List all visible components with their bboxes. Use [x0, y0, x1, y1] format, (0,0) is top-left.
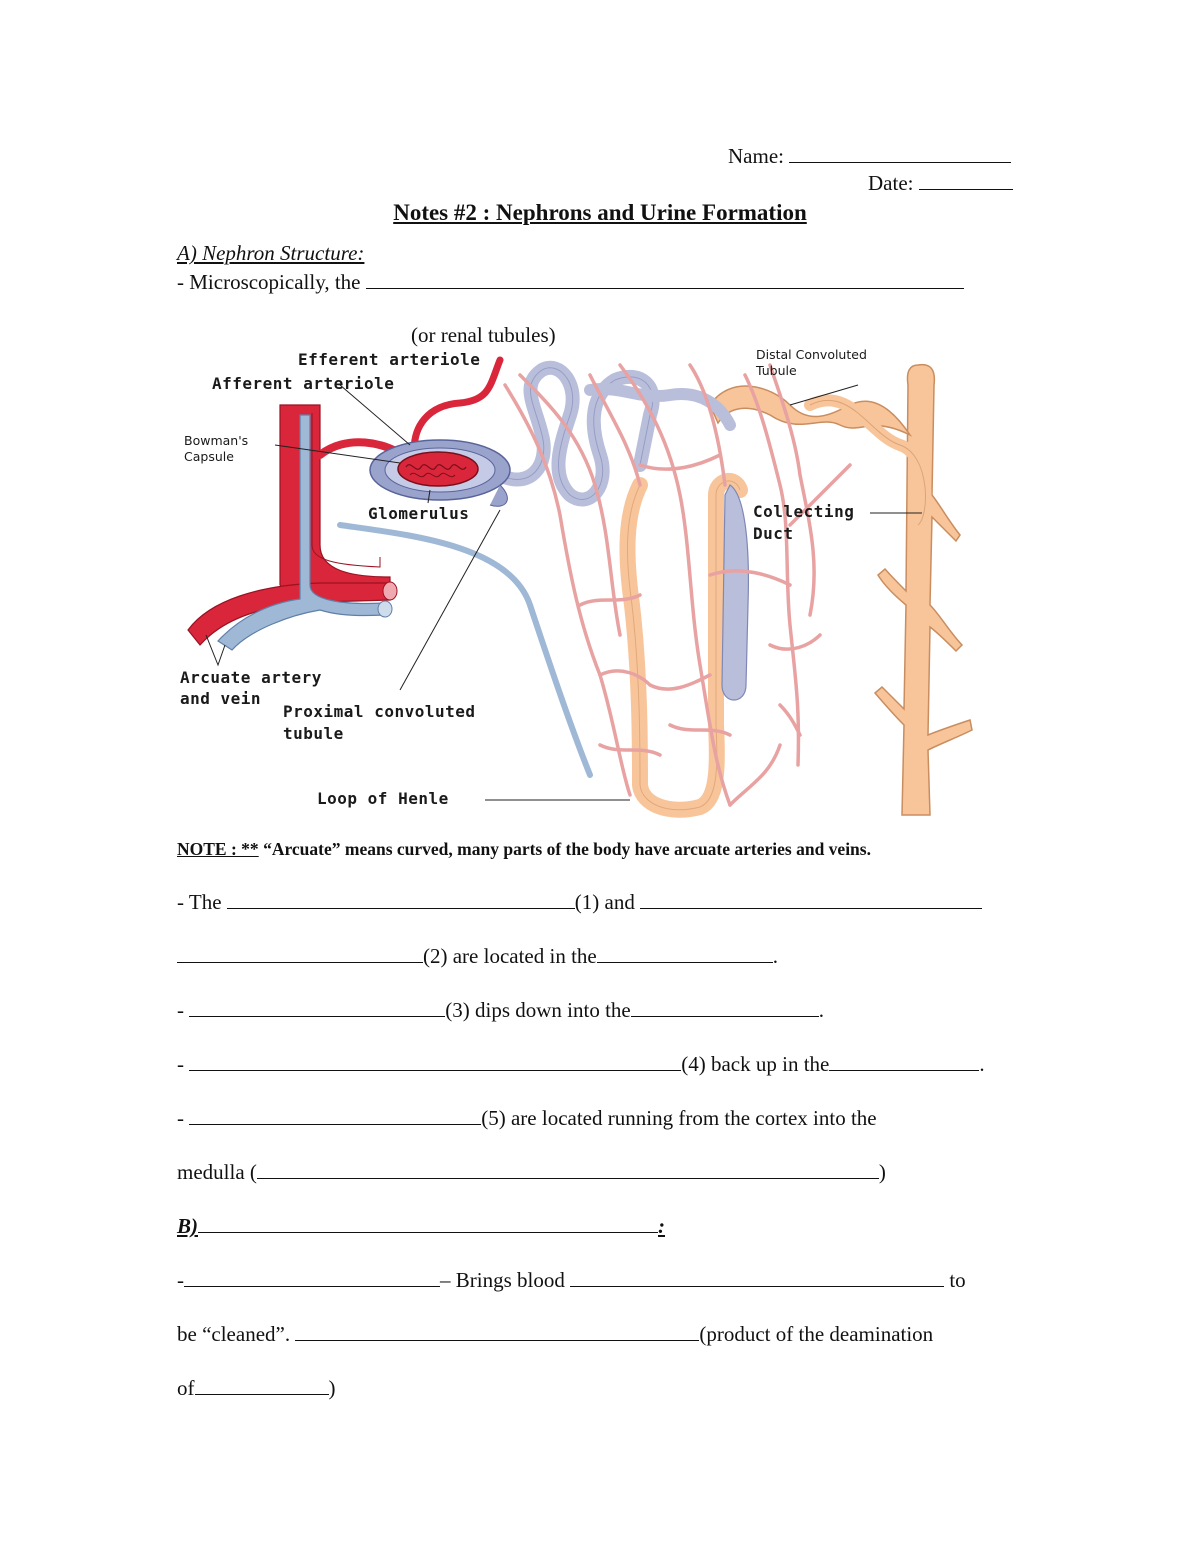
pct-label-2: tubule — [283, 724, 344, 743]
afferent-arteriole-label: Afferent arteriole — [212, 374, 395, 393]
section-b-heading — [177, 1214, 665, 1239]
note-prefix: NOTE : ** — [177, 839, 259, 859]
section-b-l3-a: of — [177, 1376, 195, 1400]
fill-line-4-text-a: - — [177, 1052, 184, 1076]
blank-1[interactable] — [227, 890, 575, 909]
section-b-line-3 — [177, 1376, 336, 1401]
fill-line-3-text-c: . — [818, 998, 824, 1022]
pct-label-1: Proximal convoluted — [283, 702, 476, 721]
section-b-heading-end: : — [658, 1214, 665, 1238]
fill-line-4-text-c: . — [979, 1052, 985, 1076]
arcuate-note — [177, 839, 871, 860]
peritubular-capillaries — [505, 365, 850, 805]
nephron-diagram — [170, 345, 1000, 825]
fill-line-6-text-b: ) — [878, 1160, 886, 1184]
efferent-arteriole-label: Efferent arteriole — [298, 350, 481, 369]
fill-line-5 — [177, 1106, 877, 1131]
fill-line-1-text-a: - The — [177, 890, 222, 914]
name-field — [728, 144, 1011, 169]
fill-line-2-text-a: (2) are located in the — [423, 944, 597, 968]
fill-line-4 — [177, 1052, 985, 1077]
fill-line-1-text-b: (1) and — [574, 890, 635, 914]
fill-line-4-text-b: (4) back up in the — [681, 1052, 830, 1076]
note-text: “Arcuate” means curved, many parts of the body have arcuate arteries and veins. — [258, 839, 871, 859]
date-field — [868, 171, 1013, 196]
page-title: Notes #2 : Nephrons and Urine Formation — [393, 200, 807, 225]
section-b-blank[interactable] — [198, 1214, 658, 1233]
blank-5[interactable] — [189, 1106, 481, 1125]
blank-3b[interactable] — [631, 998, 819, 1017]
blank-b3[interactable] — [195, 1376, 329, 1395]
date-blank[interactable] — [919, 171, 1013, 190]
fill-line-2 — [177, 944, 778, 969]
fill-line-3-text-b: (3) dips down into the — [445, 998, 631, 1022]
glomerulus-label: Glomerulus — [368, 504, 470, 523]
dct-label-1: Distal Convoluted — [756, 347, 867, 362]
fill-line-6 — [177, 1160, 886, 1185]
fill-line-3 — [177, 998, 824, 1023]
microscopically-line — [177, 270, 964, 295]
section-b-l1-a: - — [177, 1268, 184, 1292]
section-b-l3-b: ) — [328, 1376, 336, 1400]
blank-b2[interactable] — [295, 1322, 699, 1341]
blank-3[interactable] — [189, 998, 445, 1017]
blank-b1b[interactable] — [570, 1268, 944, 1287]
microscopically-blank[interactable] — [366, 270, 964, 289]
fill-line-6-text-a: medulla ( — [177, 1160, 257, 1184]
fill-line-3-text-a: - — [177, 998, 184, 1022]
section-b-line-2 — [177, 1322, 933, 1347]
renal-tubules-text: (or renal tubules) — [411, 323, 556, 347]
bowmans-label-1: Bowman's — [184, 433, 249, 448]
name-label: Name: — [728, 144, 784, 168]
loop-of-henle-label: Loop of Henle — [317, 789, 449, 808]
collecting-duct-label-2: Duct — [753, 524, 794, 543]
bowmans-label-2: Capsule — [184, 449, 234, 464]
name-blank[interactable] — [789, 144, 1011, 163]
section-a-heading: A) Nephron Structure: — [177, 241, 365, 265]
arcuate-label-1: Arcuate artery — [180, 668, 322, 687]
blank-b1[interactable] — [184, 1268, 440, 1287]
blank-4[interactable] — [189, 1052, 681, 1071]
section-b-l2-a: be “cleaned”. — [177, 1322, 291, 1346]
blank-6[interactable] — [257, 1160, 879, 1179]
fill-line-2-text-b: . — [772, 944, 778, 968]
dct-label-2: Tubule — [756, 363, 797, 378]
fill-line-5-text-a: - — [177, 1106, 184, 1130]
blank-1b[interactable] — [640, 890, 982, 909]
blank-2b[interactable] — [597, 944, 773, 963]
collecting-duct-label-1: Collecting — [753, 502, 855, 521]
fill-line-5-text-b: (5) are located running from the cortex into the — [481, 1106, 877, 1130]
glomerulus-shape — [398, 452, 478, 486]
date-label: Date: — [868, 171, 914, 195]
blank-4b[interactable] — [829, 1052, 979, 1071]
microscopically-text: - Microscopically, the — [177, 270, 361, 294]
collecting-duct-shape — [875, 365, 972, 815]
section-b-l2-b: (product of the deamination — [699, 1322, 934, 1346]
section-b-line-1 — [177, 1268, 966, 1293]
section-b-heading-text: B) — [177, 1214, 198, 1238]
section-b-l1-c: to — [949, 1268, 966, 1292]
section-b-l1-b: – Brings blood — [440, 1268, 565, 1292]
blank-2[interactable] — [177, 944, 423, 963]
arcuate-label-2: and vein — [180, 689, 262, 708]
fill-line-1 — [177, 890, 982, 915]
